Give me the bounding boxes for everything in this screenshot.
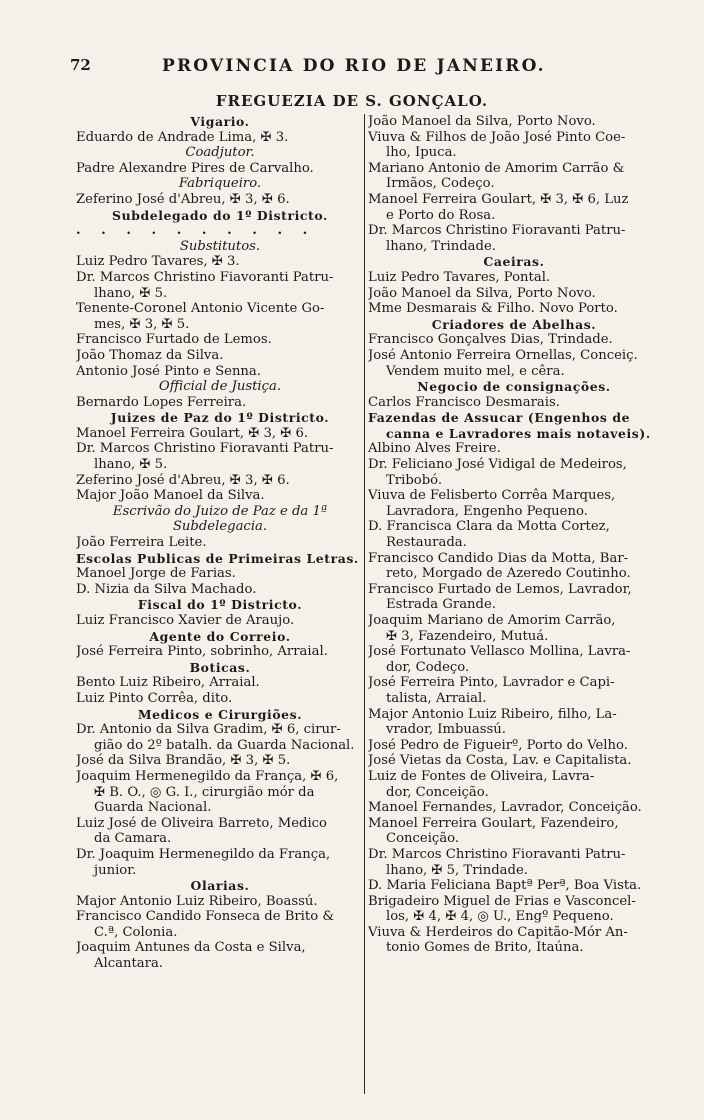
entry-line: Caeiras. — [483, 254, 545, 270]
entry-line: João Ferreira Leite. — [76, 535, 207, 551]
entry-line: Dr. Feliciano José Vidigal de Medeiros, — [368, 457, 627, 473]
entry-line: Eduardo de Andrade Lima, ✠ 3. — [76, 129, 289, 145]
entry-line: Escrivão do Juizo de Paz e da 1ª — [112, 503, 328, 519]
entry-line: Escolas Publicas de Primeiras Letras. — [76, 550, 359, 566]
entry-line: Mme Desmarais & Filho. Novo Porto. — [368, 301, 618, 317]
entry-line: Bernardo Lopes Ferreira. — [76, 394, 247, 410]
entry-line: dor, Codeço. — [386, 659, 470, 675]
entry-line: Luiz Pedro Tavares, Pontal. — [368, 269, 551, 285]
entry-line: Manoel Ferreira Goulart, Fazendeiro, — [368, 815, 619, 831]
entry-line: João Manoel da Silva, Porto Novo. — [368, 285, 596, 301]
entry-line: José Fortunato Vellasco Mollina, Lavra- — [368, 644, 631, 660]
running-title: PROVINCIA DO RIO DE JANEIRO. — [162, 56, 546, 76]
entry-line: Official de Justiça. — [158, 379, 282, 395]
entry-line: D. Francisca Clara da Motta Cortez, — [368, 519, 610, 535]
entry-line: Luiz Francisco Xavier de Araujo. — [76, 613, 295, 628]
entry-line: Fazendas de Assucar (Engenhos de — [368, 410, 631, 426]
entry-line: Subdelegado do 1º Districto. — [112, 207, 328, 223]
column-divider — [364, 114, 365, 1094]
entry-line: Joaquim Hermenegildo da França, ✠ 6, — [76, 768, 339, 784]
entry-line: Zeferino José d'Abreu, ✠ 3, ✠ 6. — [76, 191, 290, 207]
entry-line: mes, ✠ 3, ✠ 5. — [94, 316, 190, 332]
entry-line: José Antonio Ferreira Ornellas, Conceiç. — [368, 347, 638, 363]
entry-line: Dr. Marcos Christino Fioravanti Patru- — [76, 441, 334, 457]
entry-line: Dr. Marcos Christino Fiavoranti Patru- — [76, 269, 334, 285]
entry-line: Dr. Joaquim Hermenegildo da França, — [76, 846, 331, 862]
entry-line: Negocio de consignações. — [417, 379, 611, 395]
entry-line: D. Nizia da Silva Machado. — [76, 581, 257, 597]
entry-line: Luiz Pinto Corrêa, dito. — [76, 690, 233, 706]
entry-line: vrador, Imbuassú. — [386, 722, 506, 738]
entry-line: Zeferino José d'Abreu, ✠ 3, ✠ 6. — [76, 472, 290, 488]
entry-line: lhano, ✠ 5. — [94, 457, 168, 473]
entry-line: Bento Luiz Ribeiro, Arraial. — [76, 675, 260, 691]
entry-line: dor, Conceição. — [386, 784, 489, 800]
entry-line: Subdelegacia. — [172, 519, 268, 535]
entry-line: Dr. Marcos Christino Fioravanti Patru- — [368, 223, 626, 239]
left-column — [76, 114, 364, 972]
entry-line: . . . . . . . . . . — [76, 223, 316, 239]
running-header — [70, 56, 670, 80]
entry-line: João Manoel da Silva, Porto Novo. — [368, 114, 596, 129]
entry-line: C.ª, Colonia. — [94, 924, 178, 940]
right-column — [368, 114, 660, 956]
entry-line: Estrada Grande. — [386, 597, 496, 613]
entry-line: Medicos e Cirurgiões. — [137, 706, 303, 722]
entry-line: Substitutos. — [179, 238, 261, 254]
entry-line: Guarda Nacional. — [94, 800, 212, 816]
entry-line: Tribobó. — [386, 472, 443, 488]
entry-line: da Camara. — [94, 831, 172, 847]
entry-line: Carlos Francisco Desmarais. — [368, 394, 560, 410]
entry-line: Juizes de Paz do 1º Districto. — [110, 410, 330, 426]
entry-line: Major Antonio Luiz Ribeiro, Boassú. — [76, 893, 318, 909]
entry-line: gião do 2º batalh. da Guarda Nacional. — [94, 737, 355, 753]
entry-line: Irmãos, Codeço. — [386, 176, 495, 192]
entry-line: Albino Alves Freire. — [368, 441, 501, 457]
entry-line: Manoel Jorge de Farias. — [76, 566, 236, 582]
entry-line: Luiz José de Oliveira Barreto, Medico — [76, 815, 327, 831]
entry-line: Vigario. — [190, 114, 250, 129]
entry-line: Major Antonio Luiz Ribeiro, filho, La- — [368, 706, 617, 722]
entry-line: lhano, Trindade. — [386, 238, 496, 254]
entry-line: reto, Morgado de Azeredo Coutinho. — [386, 566, 631, 582]
entry-line: Manoel Fernandes, Lavrador, Conceição. — [368, 800, 642, 816]
entry-line: talista, Arraial. — [386, 690, 487, 706]
entry-line: Dr. Antonio da Silva Gradim, ✠ 6, cirur- — [76, 722, 341, 738]
entry-line: junior. — [94, 862, 137, 878]
entry-line: Dr. Marcos Christino Fioravanti Patru- — [368, 846, 626, 862]
entry-line: Conceição. — [386, 831, 460, 847]
entry-line: Francisco Furtado de Lemos, Lavrador, — [368, 581, 632, 597]
entry-line: Viuva de Felisberto Corrêa Marques, — [368, 488, 616, 504]
entry-line: Fiscal do 1º Districto. — [137, 597, 303, 613]
entry-line: Manoel Ferreira Goulart, ✠ 3, ✠ 6, Luz — [368, 191, 629, 207]
entry-line: Padre Alexandre Pires de Carvalho. — [76, 160, 314, 176]
entry-line: Francisco Candido Dias da Motta, Bar- — [368, 550, 629, 566]
entry-line: Joaquim Antunes da Costa e Silva, — [76, 940, 306, 956]
entry-line: José Vietas da Costa, Lav. e Capitalista. — [368, 753, 632, 769]
entry-line: e Porto do Rosa. — [386, 207, 496, 223]
entry-line: canna e Lavradores mais notaveis). — [386, 425, 651, 441]
entry-line: Mariano Antonio de Amorim Carrão & — [368, 160, 625, 176]
entry-line: Vendem muito mel, e cêra. — [386, 363, 565, 379]
entry-line: Francisco Gonçalves Dias, Trindade. — [368, 332, 613, 348]
entry-line: los, ✠ 4, ✠ 4, ◎ U., Engº Pequeno. — [386, 909, 614, 925]
entry-line: Coadjutor. — [185, 145, 255, 161]
entry-line: lhano, ✠ 5. — [94, 285, 168, 301]
entry-line: Agente do Correio. — [149, 628, 291, 644]
entry-line: lho, Ipuca. — [386, 145, 457, 161]
entry-line: Major João Manoel da Silva. — [76, 488, 265, 504]
entry-line: D. Maria Feliciana Baptª Perª, Boa Vista. — [368, 878, 642, 894]
section-title: FREGUEZIA DE S. GONÇALO. — [215, 92, 489, 110]
entry-line: José da Silva Brandão, ✠ 3, ✠ 5. — [76, 753, 291, 769]
entry-line: Alcantara. — [94, 956, 164, 972]
entry-line: Francisco Furtado de Lemos. — [76, 332, 272, 348]
entry-line: Luiz de Fontes de Oliveira, Lavra- — [368, 768, 595, 784]
entry-line: José Ferreira Pinto, Lavrador e Capi- — [368, 675, 615, 691]
entry-line: Manoel Ferreira Goulart, ✠ 3, ✠ 6. — [76, 425, 309, 441]
entry-line: Francisco Candido Fonseca de Brito & — [76, 909, 335, 925]
entry-line: lhano, ✠ 5, Trindade. — [386, 862, 528, 878]
entry-line: Tenente-Coronel Antonio Vicente Go- — [76, 301, 325, 317]
entry-line: Viuva & Filhos de João José Pinto Coe- — [368, 129, 626, 145]
entry-line: Criadores de Abelhas. — [431, 316, 597, 332]
entry-line: ✠ 3, Fazendeiro, Mutuá. — [386, 628, 549, 644]
entry-line: Restaurada. — [386, 535, 467, 551]
entry-line: João Thomaz da Silva. — [76, 347, 224, 363]
entry-line: Viuva & Herdeiros do Capitão-Mór An- — [368, 924, 628, 940]
entry-line: Luiz Pedro Tavares, ✠ 3. — [76, 254, 240, 270]
entry-line: Olarias. — [190, 878, 250, 894]
entry-line: tonio Gomes de Brito, Itaúna. — [386, 940, 584, 956]
entry-line: Brigadeiro Miguel de Frias e Vasconcel- — [368, 893, 636, 909]
entry-line: Joaquim Mariano de Amorim Carrão, — [368, 613, 616, 628]
entry-line: Boticas. — [189, 659, 251, 675]
entry-line: José Ferreira Pinto, sobrinho, Arraial. — [76, 644, 328, 660]
entry-line: ✠ B. O., ◎ G. I., cirurgião mór da — [94, 784, 315, 800]
entry-line: Lavradora, Engenho Pequeno. — [386, 503, 588, 519]
entry-line: Fabriqueiro. — [178, 176, 262, 192]
entry-line: Antonio José Pinto e Senna. — [76, 363, 261, 379]
page-number: 72 — [70, 56, 91, 74]
entry-line: José Pedro de Figueirº, Porto do Velho. — [368, 737, 628, 753]
